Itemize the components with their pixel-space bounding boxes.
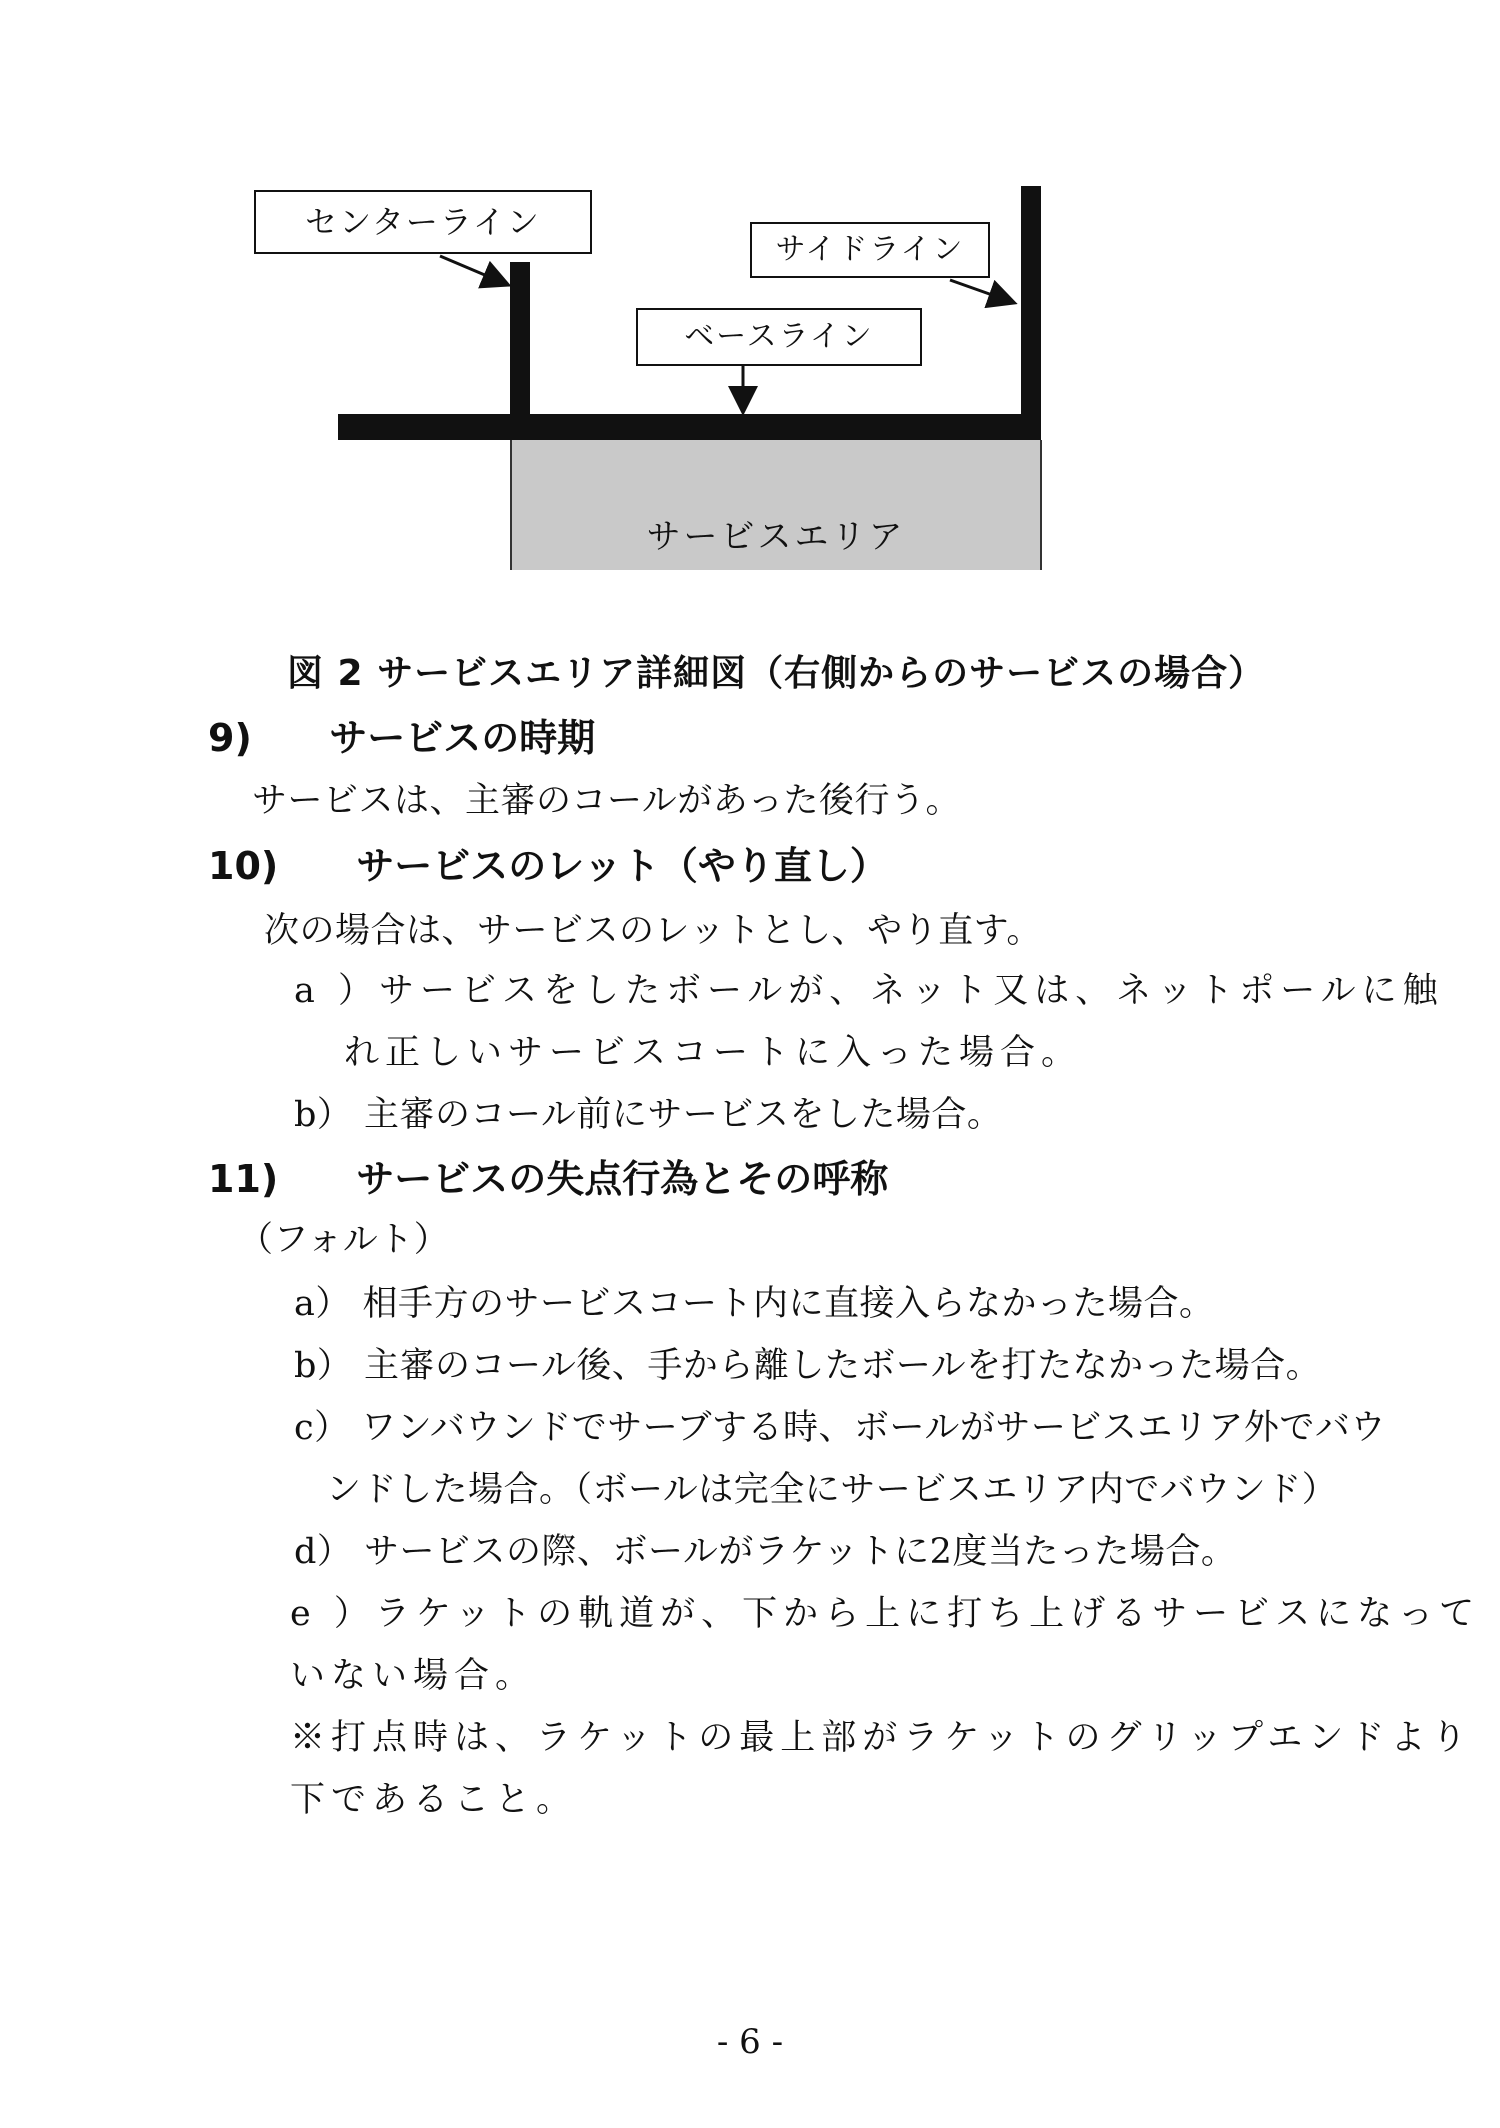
center-line-arrow	[440, 256, 506, 284]
section-11-item-d: d） サービスの際、ボールがラケットに2度当たった場合。	[294, 1532, 1237, 1572]
section-number: 10)	[208, 844, 279, 888]
section-title: サービスの失点行為とその呼称	[356, 1157, 889, 1201]
section-9-body: サービスは、主審のコールがあった後行う。	[252, 781, 961, 821]
page-number: - 6 -	[716, 2022, 784, 2062]
base-line-label: ベースライン	[684, 319, 874, 354]
fault-label: （フォルト）	[238, 1220, 450, 1260]
section-10-item-a-line1: a ）サービスをしたボールが、ネット又は、ネットポールに触	[294, 971, 1444, 1011]
diagram-arrows	[0, 0, 1500, 600]
section-title: サービスのレット（やり直し）	[356, 844, 888, 888]
section-number: 11)	[208, 1157, 279, 1201]
section-11-item-b: b） 主審のコール後、手から離したボールを打たなかった場合。	[294, 1346, 1322, 1386]
section-10-heading	[208, 835, 888, 890]
section-9-heading	[208, 707, 595, 762]
section-number: 9)	[208, 716, 252, 760]
figure-caption: 図 2 サービスエリア詳細図（右側からのサービスの場合）	[287, 653, 1266, 694]
section-11-item-e-line2: いない場合。	[290, 1656, 537, 1696]
section-10-intro: 次の場合は、サービスのレットとし、やり直す。	[264, 911, 1042, 951]
section-10-item-b: b） 主審のコール前にサービスをした場合。	[294, 1095, 1003, 1135]
center-line-label: センターライン	[305, 203, 541, 241]
side-line-arrow	[950, 280, 1012, 302]
service-area-label: サービスエリア	[646, 517, 906, 557]
side-line-label: サイドライン	[775, 232, 965, 267]
section-11-item-e-line1: e ）ラケットの軌道が、下から上に打ち上げるサービスになって	[290, 1594, 1481, 1634]
section-11-note-line1: ※打点時は、ラケットの最上部がラケットのグリップエンドより	[290, 1718, 1473, 1758]
section-10-item-a-line2: れ正しいサービスコートに入った場合。	[344, 1033, 1083, 1073]
section-title: サービスの時期	[329, 716, 596, 760]
section-11-item-c-line2: ンドした場合。（ボールは完全にサービスエリア内でバウンド）	[326, 1470, 1338, 1510]
section-11-heading	[208, 1148, 888, 1203]
section-11-item-a: a） 相手方のサービスコート内に直接入らなかった場合。	[294, 1284, 1215, 1324]
section-11-item-c-line1: c） ワンバウンドでサーブする時、ボールがサービスエリア外でバウ	[294, 1408, 1386, 1448]
section-11-note-line2: 下であること。	[290, 1780, 578, 1820]
